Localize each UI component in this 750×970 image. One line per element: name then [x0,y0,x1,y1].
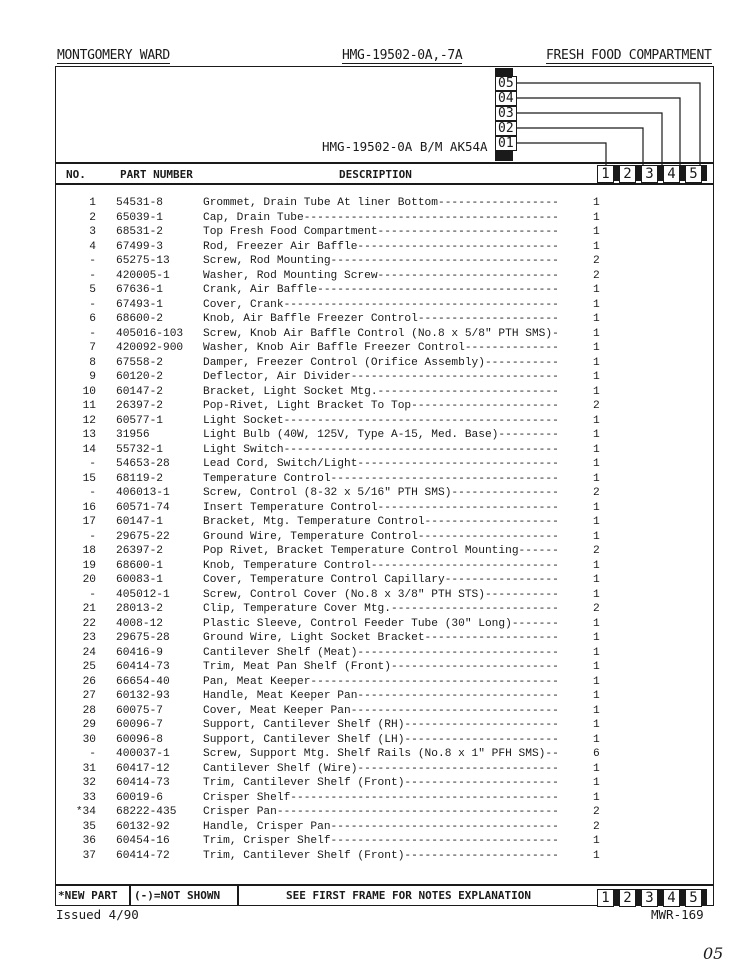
handwritten-page-mark: 05 [703,944,724,963]
part-number: 60096-7 [116,719,163,731]
frame-digit-separator [701,889,707,905]
frame-label: 02 [495,121,517,136]
part-quantity: 2 [593,255,600,267]
part-quantity: 2 [593,400,600,412]
not-shown-legend: (-)=NOT SHOWN [134,889,221,902]
part-description: Cap, Drain Tube-------------------------------------- [203,211,559,224]
row-number: 2 [89,211,96,224]
row-number: - [89,487,96,499]
part-quantity: 1 [593,429,600,441]
row-number: *34 [75,806,96,818]
frame-label: 04 [495,91,517,106]
part-description: Trim, Crisper Shelf---------------------------------- [203,835,559,847]
row-number: 1 [89,197,96,209]
row-number: 17 [82,516,96,528]
frame-label: 01 [495,136,517,151]
part-description: Support, Cantilever Shelf (LH)----------------------- [203,733,559,746]
section-title: FRESH FOOD COMPARTMENT [546,48,712,63]
part-description: Screw, Support Mtg. Shelf Rails (No.8 x 1" PFH SMS)-- [203,748,559,760]
part-quantity: 1 [593,414,600,427]
part-quantity: 1 [593,559,600,572]
part-number: 4008-12 [116,617,163,630]
part-description: Pop-Rivet, Light Bracket To Top---------------------- [203,400,559,412]
part-quantity: 1 [593,661,600,673]
row-number: - [89,255,96,267]
part-description: Cover, Temperature Control Capillary----------------- [203,574,559,586]
part-number: 405012-1 [116,588,170,601]
part-quantity: 6 [593,748,600,760]
part-number: 28013-2 [116,603,163,615]
row-number: 23 [82,632,96,644]
frame-digit-separator [701,165,707,181]
part-description: Support, Cantilever Shelf (RH)----------------------- [203,719,559,731]
part-quantity: 1 [593,719,600,731]
part-quantity: 1 [593,574,600,586]
row-number: 14 [82,443,96,456]
part-number: 60416-9 [116,646,163,659]
part-number: 67493-1 [116,298,163,311]
part-number: 400037-1 [116,748,170,760]
row-number: 22 [82,617,96,630]
part-quantity: 1 [593,385,600,398]
part-number: 68600-2 [116,313,163,325]
part-number: 60577-1 [116,414,163,427]
part-number: 60571-74 [116,501,170,514]
part-number: 406013-1 [116,487,170,499]
part-description: Knob, Temperature Control---------------------------- [203,559,559,572]
row-number: 32 [82,777,96,789]
part-quantity: 2 [593,269,600,282]
part-number: 60417-12 [116,762,170,775]
part-number: 60147-1 [116,516,163,528]
row-number: 31 [82,762,96,775]
part-description: Crisper Pan------------------------------------------ [203,806,559,818]
part-description: Bracket, Light Socket Mtg.--------------------------- [203,385,559,398]
part-description: Trim, Cantilever Shelf (Front)----------------------- [203,777,559,789]
row-number: 24 [82,646,96,659]
row-number: - [89,530,96,543]
row-number: 25 [82,661,96,673]
part-description: Ground Wire, Temperature Control--------------------- [203,530,559,543]
new-part-legend: *NEW PART [58,889,118,902]
part-quantity: 1 [593,588,600,601]
part-number: 60147-2 [116,385,163,398]
part-quantity: 2 [593,806,600,818]
row-number: 19 [82,559,96,572]
part-number: 405016-103 [116,327,184,340]
row-number: 11 [82,400,96,412]
part-quantity: 1 [593,298,600,311]
part-quantity: 1 [593,733,600,746]
part-quantity: 1 [593,777,600,789]
part-quantity: 1 [593,313,600,325]
row-number: 37 [82,849,96,862]
part-number: 60414-72 [116,849,170,862]
part-description: Knob, Air Baffle Freezer Control--------------------- [203,313,559,325]
part-number: 420005-1 [116,269,170,282]
part-quantity: 1 [593,371,600,383]
footer-divider [55,884,714,886]
part-description: Handle, Crisper Pan---------------------------------- [203,820,559,833]
frame-digit: 3 [641,165,658,183]
part-number: 29675-28 [116,632,170,644]
part-description: Light Bulb (40W, 125V, Type A-15, Med. Base)--------- [203,429,559,441]
part-description: Ground Wire, Light Socket Bracket-------------------- [203,632,559,644]
part-quantity: 1 [593,849,600,862]
part-quantity: 1 [593,675,600,688]
row-number: 8 [89,356,96,369]
part-number: 29675-22 [116,530,170,543]
row-number: 12 [82,414,96,427]
part-quantity: 1 [593,211,600,224]
part-quantity: 1 [593,530,600,543]
part-description: Screw, Control (8-32 x 5/16" PTH SMS)---------------- [203,487,559,499]
part-quantity: 1 [593,458,600,470]
part-quantity: 1 [593,791,600,804]
part-description: Rod, Freezer Air Baffle------------------------------ [203,240,559,253]
part-description: Screw, Rod Mounting---------------------------------- [203,255,559,267]
row-number: - [89,327,96,340]
part-quantity: 1 [593,240,600,253]
row-number: - [89,298,96,311]
row-number: - [89,458,96,470]
part-description: Light Socket----------------------------------------- [203,414,559,427]
part-quantity: 2 [593,820,600,833]
part-number: 26397-2 [116,400,163,412]
row-number: 26 [82,675,96,688]
part-description: Grommet, Drain Tube At liner Bottom------------------ [203,197,559,209]
part-description: Light Switch----------------------------------------- [203,443,559,456]
part-description: Screw, Knob Air Baffle Control (No.8 x 5/8" PTH SMS)- [203,327,559,340]
part-quantity: 1 [593,516,600,528]
footer-separator [237,884,239,906]
part-description: Cantilever Shelf (Meat)------------------------------ [203,646,559,659]
row-number: 9 [89,371,96,383]
part-number: 67499-3 [116,240,163,253]
part-description: Cover, Crank----------------------------------------- [203,298,559,311]
part-description: Top Fresh Food Compartment--------------------------- [203,226,559,238]
row-number: 7 [89,342,96,354]
frame-digit: 5 [685,165,702,183]
row-number: 29 [82,719,96,731]
column-header-description: DESCRIPTION [339,168,412,181]
part-quantity: 1 [593,501,600,514]
part-description: Screw, Control Cover (No.8 x 3/8" PTH STS)----------- [203,588,559,601]
row-number: 13 [82,429,96,441]
frame-digit: 5 [685,889,702,907]
document-code: MWR-169 [651,907,704,922]
column-header-part-number: PART NUMBER [120,168,193,181]
frame-label: 05 [495,76,517,91]
row-number: 3 [89,226,96,238]
row-number: 33 [82,791,96,804]
part-number: 65039-1 [116,211,163,224]
part-number: 60096-8 [116,733,163,746]
part-number: 60075-7 [116,704,163,717]
footer-separator [129,884,131,906]
part-quantity: 1 [593,226,600,238]
part-description: Crisper Shelf---------------------------------------- [203,791,559,804]
part-description: Plastic Sleeve, Control Feeder Tube (30" Long)------- [203,617,559,630]
part-quantity: 1 [593,690,600,702]
row-number: 20 [82,574,96,586]
part-number: 60019-6 [116,791,163,804]
part-description: Pop Rivet, Bracket Temperature Control Mounting------ [203,545,559,557]
part-description: Pan, Meat Keeper------------------------------------- [203,675,559,688]
part-number: 68531-2 [116,226,163,238]
part-number: 65275-13 [116,255,170,267]
part-number: 54653-28 [116,458,170,470]
part-description: Bracket, Mtg. Temperature Control-------------------- [203,516,559,528]
row-number: 36 [82,835,96,847]
part-number: 68119-2 [116,472,163,485]
part-number: 55732-1 [116,443,163,456]
part-number: 68600-1 [116,559,163,572]
part-quantity: 2 [593,603,600,615]
row-number: - [89,748,96,760]
part-number: 67558-2 [116,356,163,369]
part-description: Trim, Cantilever Shelf (Front)----------------------- [203,849,559,862]
frame-digit: 1 [597,165,614,183]
part-quantity: 1 [593,617,600,630]
part-number: 60132-92 [116,820,170,833]
row-number: 21 [82,603,96,615]
part-number: 26397-2 [116,545,163,557]
part-quantity: 1 [593,356,600,369]
row-number: 16 [82,501,96,514]
row-number: 6 [89,313,96,325]
part-quantity: 1 [593,472,600,485]
part-description: Insert Temperature Control--------------------------- [203,501,559,514]
frame-digit: 4 [663,165,680,183]
part-description: Crank, Air Baffle------------------------------------ [203,284,559,296]
part-quantity: 1 [593,197,600,209]
row-number: 18 [82,545,96,557]
part-number: 60120-2 [116,371,163,383]
row-number: - [89,588,96,601]
frame-digit: 2 [619,889,636,907]
part-quantity: 1 [593,284,600,296]
part-number: 60414-73 [116,777,170,789]
part-number: 67636-1 [116,284,163,296]
part-quantity: 1 [593,342,600,354]
part-quantity: 2 [593,487,600,499]
model-number: HMG-19502-0A,-7A [342,48,463,63]
part-description: Cover, Meat Keeper Pan------------------------------- [203,704,559,717]
part-quantity: 1 [593,835,600,847]
frame-digit: 1 [597,889,614,907]
row-number: 10 [82,385,96,398]
part-description: Lead Cord, Switch/Light------------------------------ [203,458,559,470]
part-description: Clip, Temperature Cover Mtg.------------------------- [203,603,559,615]
notes-explanation: SEE FIRST FRAME FOR NOTES EXPLANATION [286,889,532,902]
part-number: 60083-1 [116,574,163,586]
part-description: Washer, Knob Air Baffle Freezer Control-------------- [203,342,559,354]
frame-digit: 3 [641,889,658,907]
part-number: 60414-73 [116,661,170,673]
issued-date: Issued 4/90 [56,907,139,922]
part-quantity: 1 [593,704,600,717]
part-number: 54531-8 [116,197,163,209]
row-number: 35 [82,820,96,833]
frame-digit: 2 [619,165,636,183]
part-quantity: 1 [593,327,600,340]
brand-name: MONTGOMERY WARD [57,48,170,63]
frame-digit: 4 [663,889,680,907]
part-number: 31956 [116,429,150,441]
part-description: Temperature Control---------------------------------- [203,472,559,485]
part-number: 66654-40 [116,675,170,688]
row-number: 5 [89,284,96,296]
row-number: 27 [82,690,96,702]
part-description: Cantilever Shelf (Wire)------------------------------ [203,762,559,775]
part-number: 68222-435 [116,806,177,818]
sub-model: HMG-19502-0A B/M AK54A [322,139,488,154]
part-quantity: 2 [593,545,600,557]
part-number: 420092-900 [116,342,184,354]
part-quantity: 1 [593,443,600,456]
frame-label: 03 [495,106,517,121]
part-quantity: 1 [593,632,600,644]
part-description: Washer, Rod Mounting Screw--------------------------- [203,269,559,282]
part-description: Handle, Meat Keeper Pan------------------------------ [203,690,559,702]
column-header-no: NO. [66,168,86,181]
row-number: 30 [82,733,96,746]
row-number: 4 [89,240,96,253]
part-description: Damper, Freezer Control (Orifice Assembly)----------- [203,356,559,369]
row-number: - [89,269,96,282]
row-number: 15 [82,472,96,485]
part-description: Trim, Meat Pan Shelf (Front)------------------------- [203,661,559,673]
row-number: 28 [82,704,96,717]
part-quantity: 1 [593,762,600,775]
part-quantity: 1 [593,646,600,659]
part-number: 60132-93 [116,690,170,702]
part-description: Deflector, Air Divider------------------------------- [203,371,559,383]
part-number: 60454-16 [116,835,170,847]
